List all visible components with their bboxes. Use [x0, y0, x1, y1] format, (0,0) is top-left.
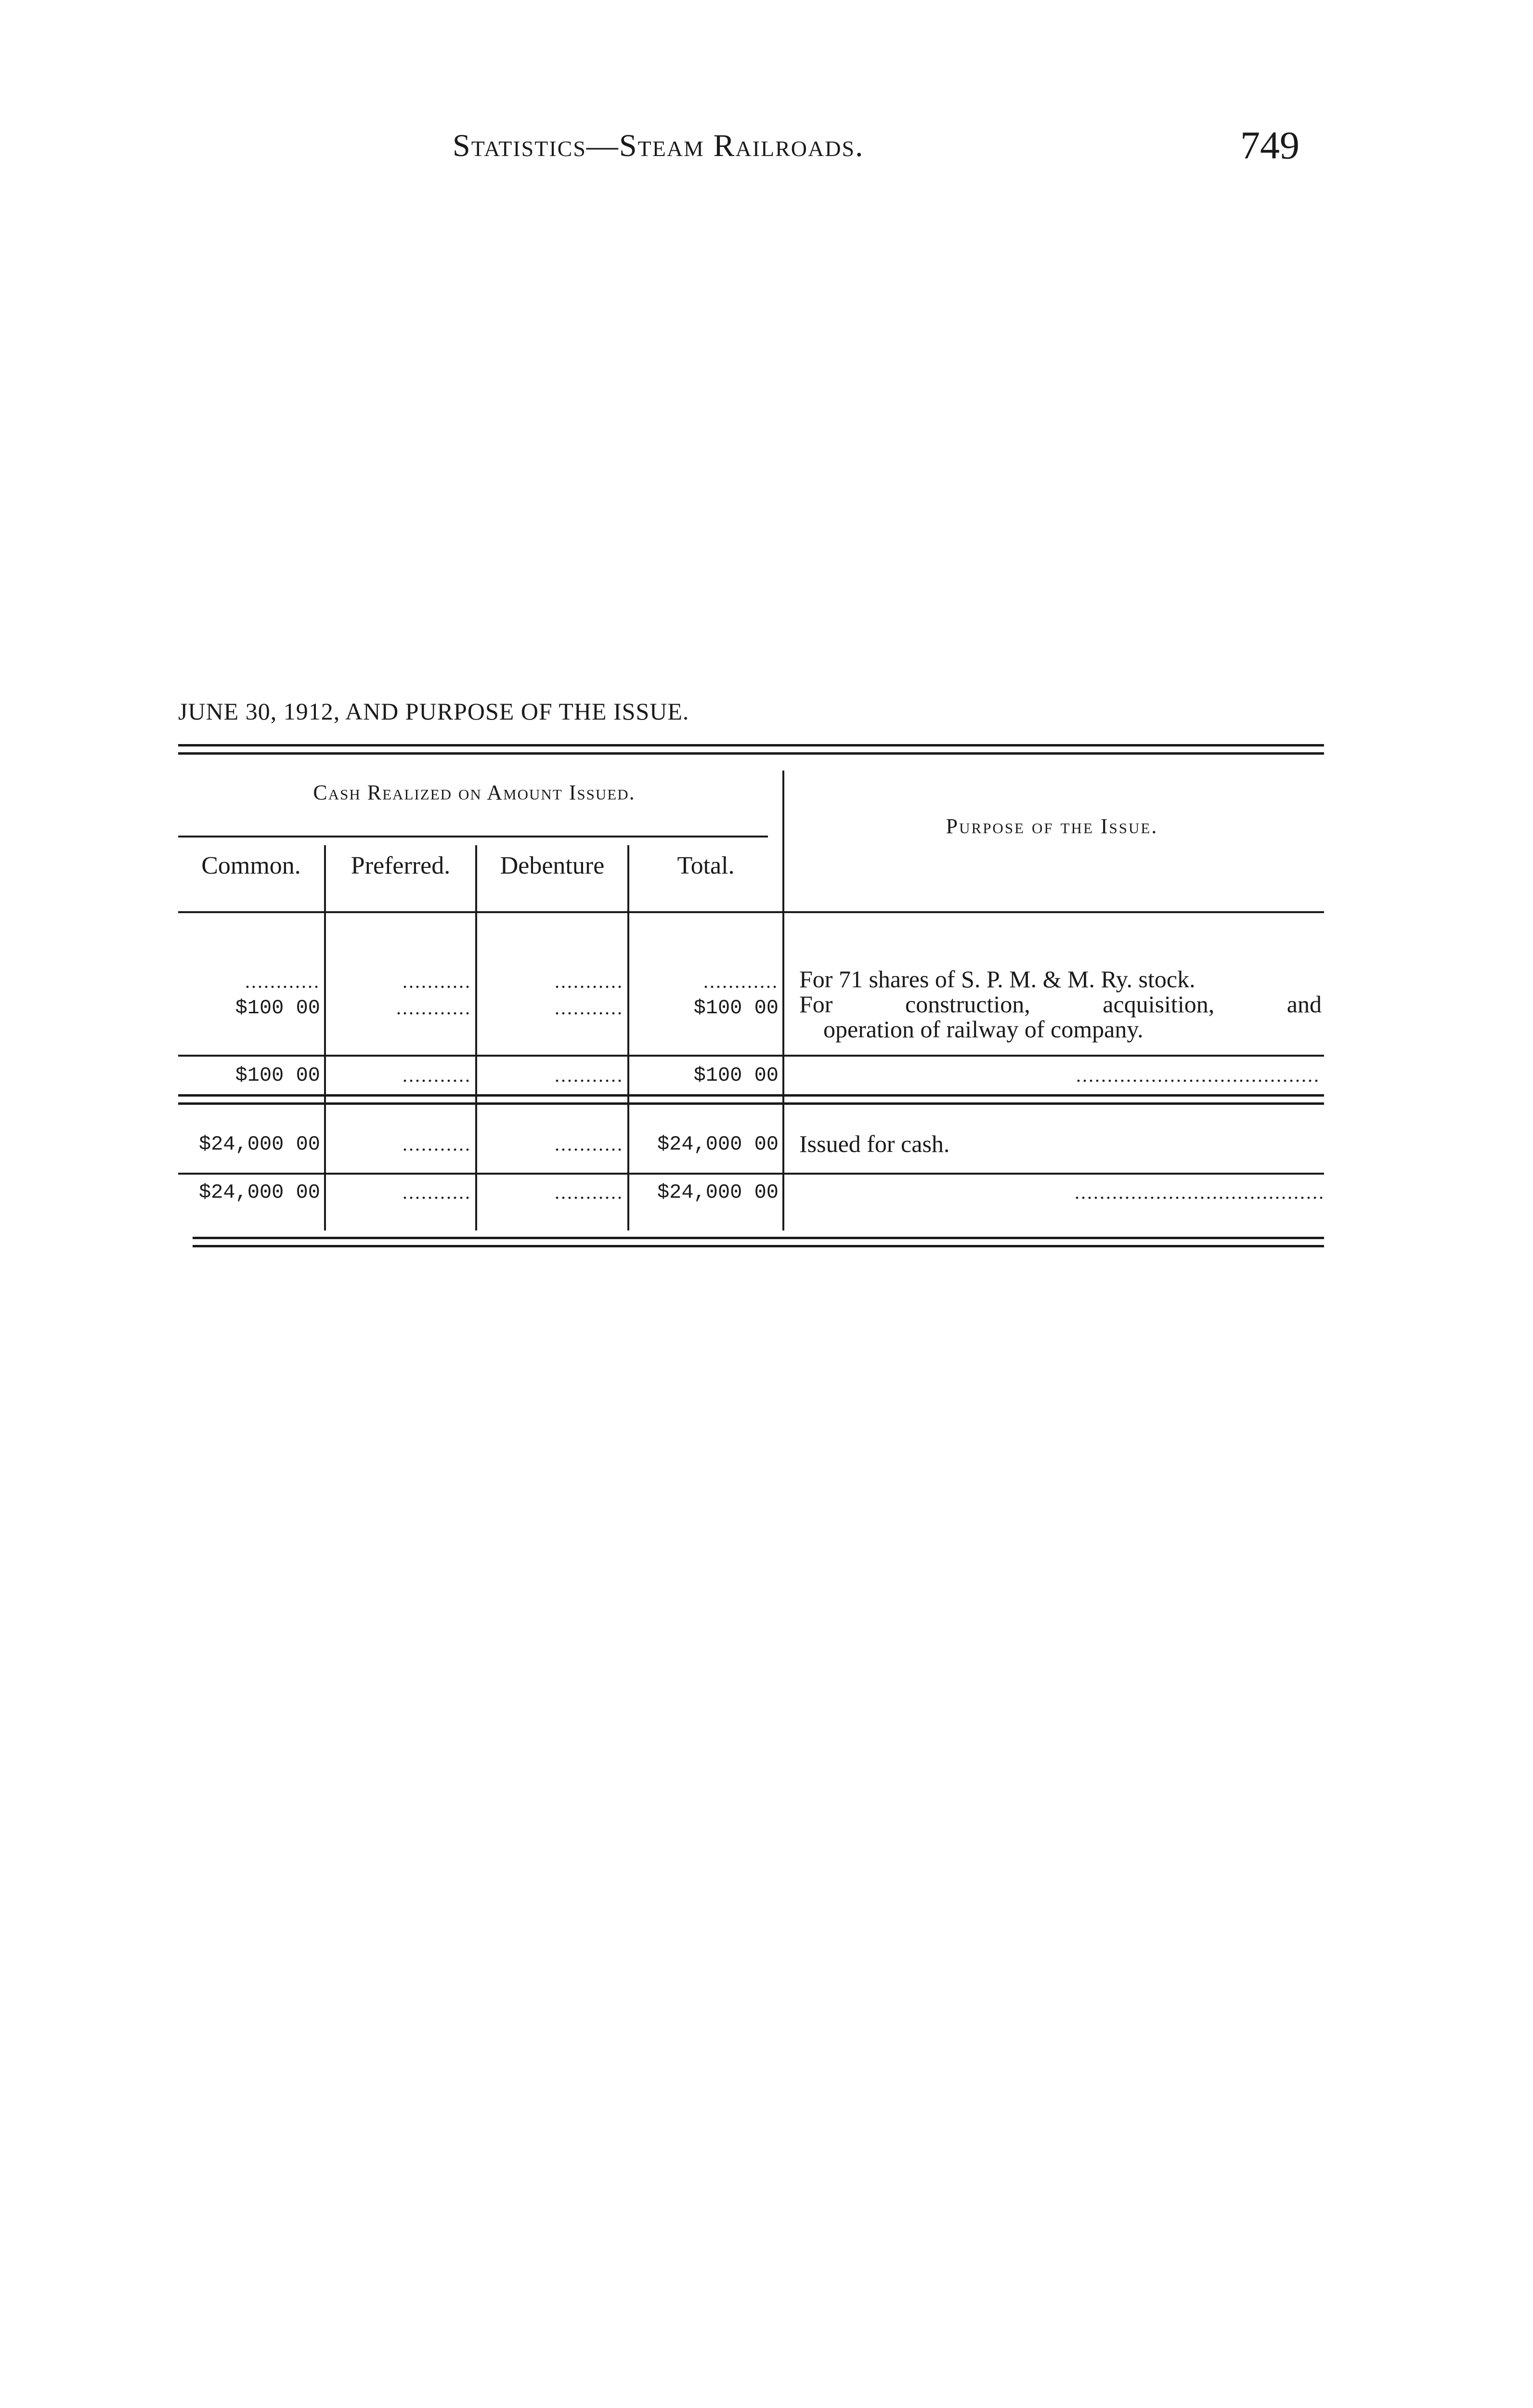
- table-cell-preferred: ...........: [403, 1133, 471, 1155]
- page-number: 749: [1240, 123, 1299, 167]
- purpose-dots: ........................................: [1075, 1181, 1325, 1203]
- purpose-dots: .......................................: [1076, 1064, 1320, 1086]
- table-cell-total: $24,000 00: [657, 1133, 779, 1156]
- table-cell-debenture: ...........: [555, 1181, 624, 1203]
- column-header-common: Common.: [201, 852, 301, 879]
- body-rule-2: [178, 1173, 1324, 1175]
- table-cell-common: $24,000 00: [198, 1133, 320, 1156]
- col-divider-4: [782, 771, 784, 1230]
- table-cell-total: $100 00: [693, 996, 779, 1020]
- table-cell-preferred: ...........: [403, 1181, 471, 1203]
- table-cell-total: $100 00: [693, 1064, 779, 1087]
- table-cell-debenture: ...........: [555, 997, 624, 1019]
- purpose-text: For 71 shares of S. P. M. & M. Ry. stock.: [799, 966, 1195, 993]
- table-cell-common: $100 00: [235, 996, 320, 1020]
- purpose-text: Issued for cash.: [799, 1130, 950, 1157]
- running-title: Statistics—Steam Railroads.: [453, 128, 864, 163]
- table-cell-preferred: ...........: [403, 1064, 471, 1086]
- table-cell-debenture: ...........: [555, 1064, 624, 1086]
- table-cell-preferred: ...........: [403, 970, 471, 992]
- table-bottom-rule: [193, 1237, 1324, 1247]
- table-cell-common: $24,000 00: [198, 1181, 320, 1204]
- table-cell-preferred: ............: [396, 997, 471, 1019]
- body-rule-1: [178, 1055, 1324, 1057]
- running-head: [0, 123, 1533, 176]
- header-bottom-rule: [178, 911, 1324, 913]
- column-header-total: Total.: [677, 852, 735, 879]
- column-header-debenture: Debenture: [500, 852, 605, 879]
- column-header-preferred: Preferred.: [351, 852, 451, 879]
- purpose-text-continued: operation of railway of company.: [823, 1016, 1143, 1043]
- table-cell-common: $100 00: [235, 1064, 320, 1087]
- group-header-rule: [178, 836, 768, 838]
- col-divider-2: [475, 845, 477, 1230]
- group-header: Cash Realized on Amount Issued.: [313, 781, 636, 804]
- table-cell-debenture: ...........: [555, 1133, 624, 1155]
- table-cell-total: $24,000 00: [657, 1181, 779, 1204]
- table-caption: JUNE 30, 1912, AND PURPOSE OF THE ISSUE.: [178, 698, 689, 725]
- table-cell-debenture: ...........: [555, 970, 624, 992]
- table-cell-common: ............: [245, 970, 320, 992]
- col-divider-1: [324, 845, 326, 1230]
- purpose-text: For construction, acquisition, and: [799, 991, 1322, 1018]
- table-cell-total: ............: [703, 970, 779, 992]
- subtotal-rule-1: [178, 1094, 1324, 1105]
- purpose-header: Purpose of the Issue.: [946, 814, 1158, 838]
- col-divider-3: [627, 845, 629, 1230]
- table-top-rule: [178, 744, 1324, 755]
